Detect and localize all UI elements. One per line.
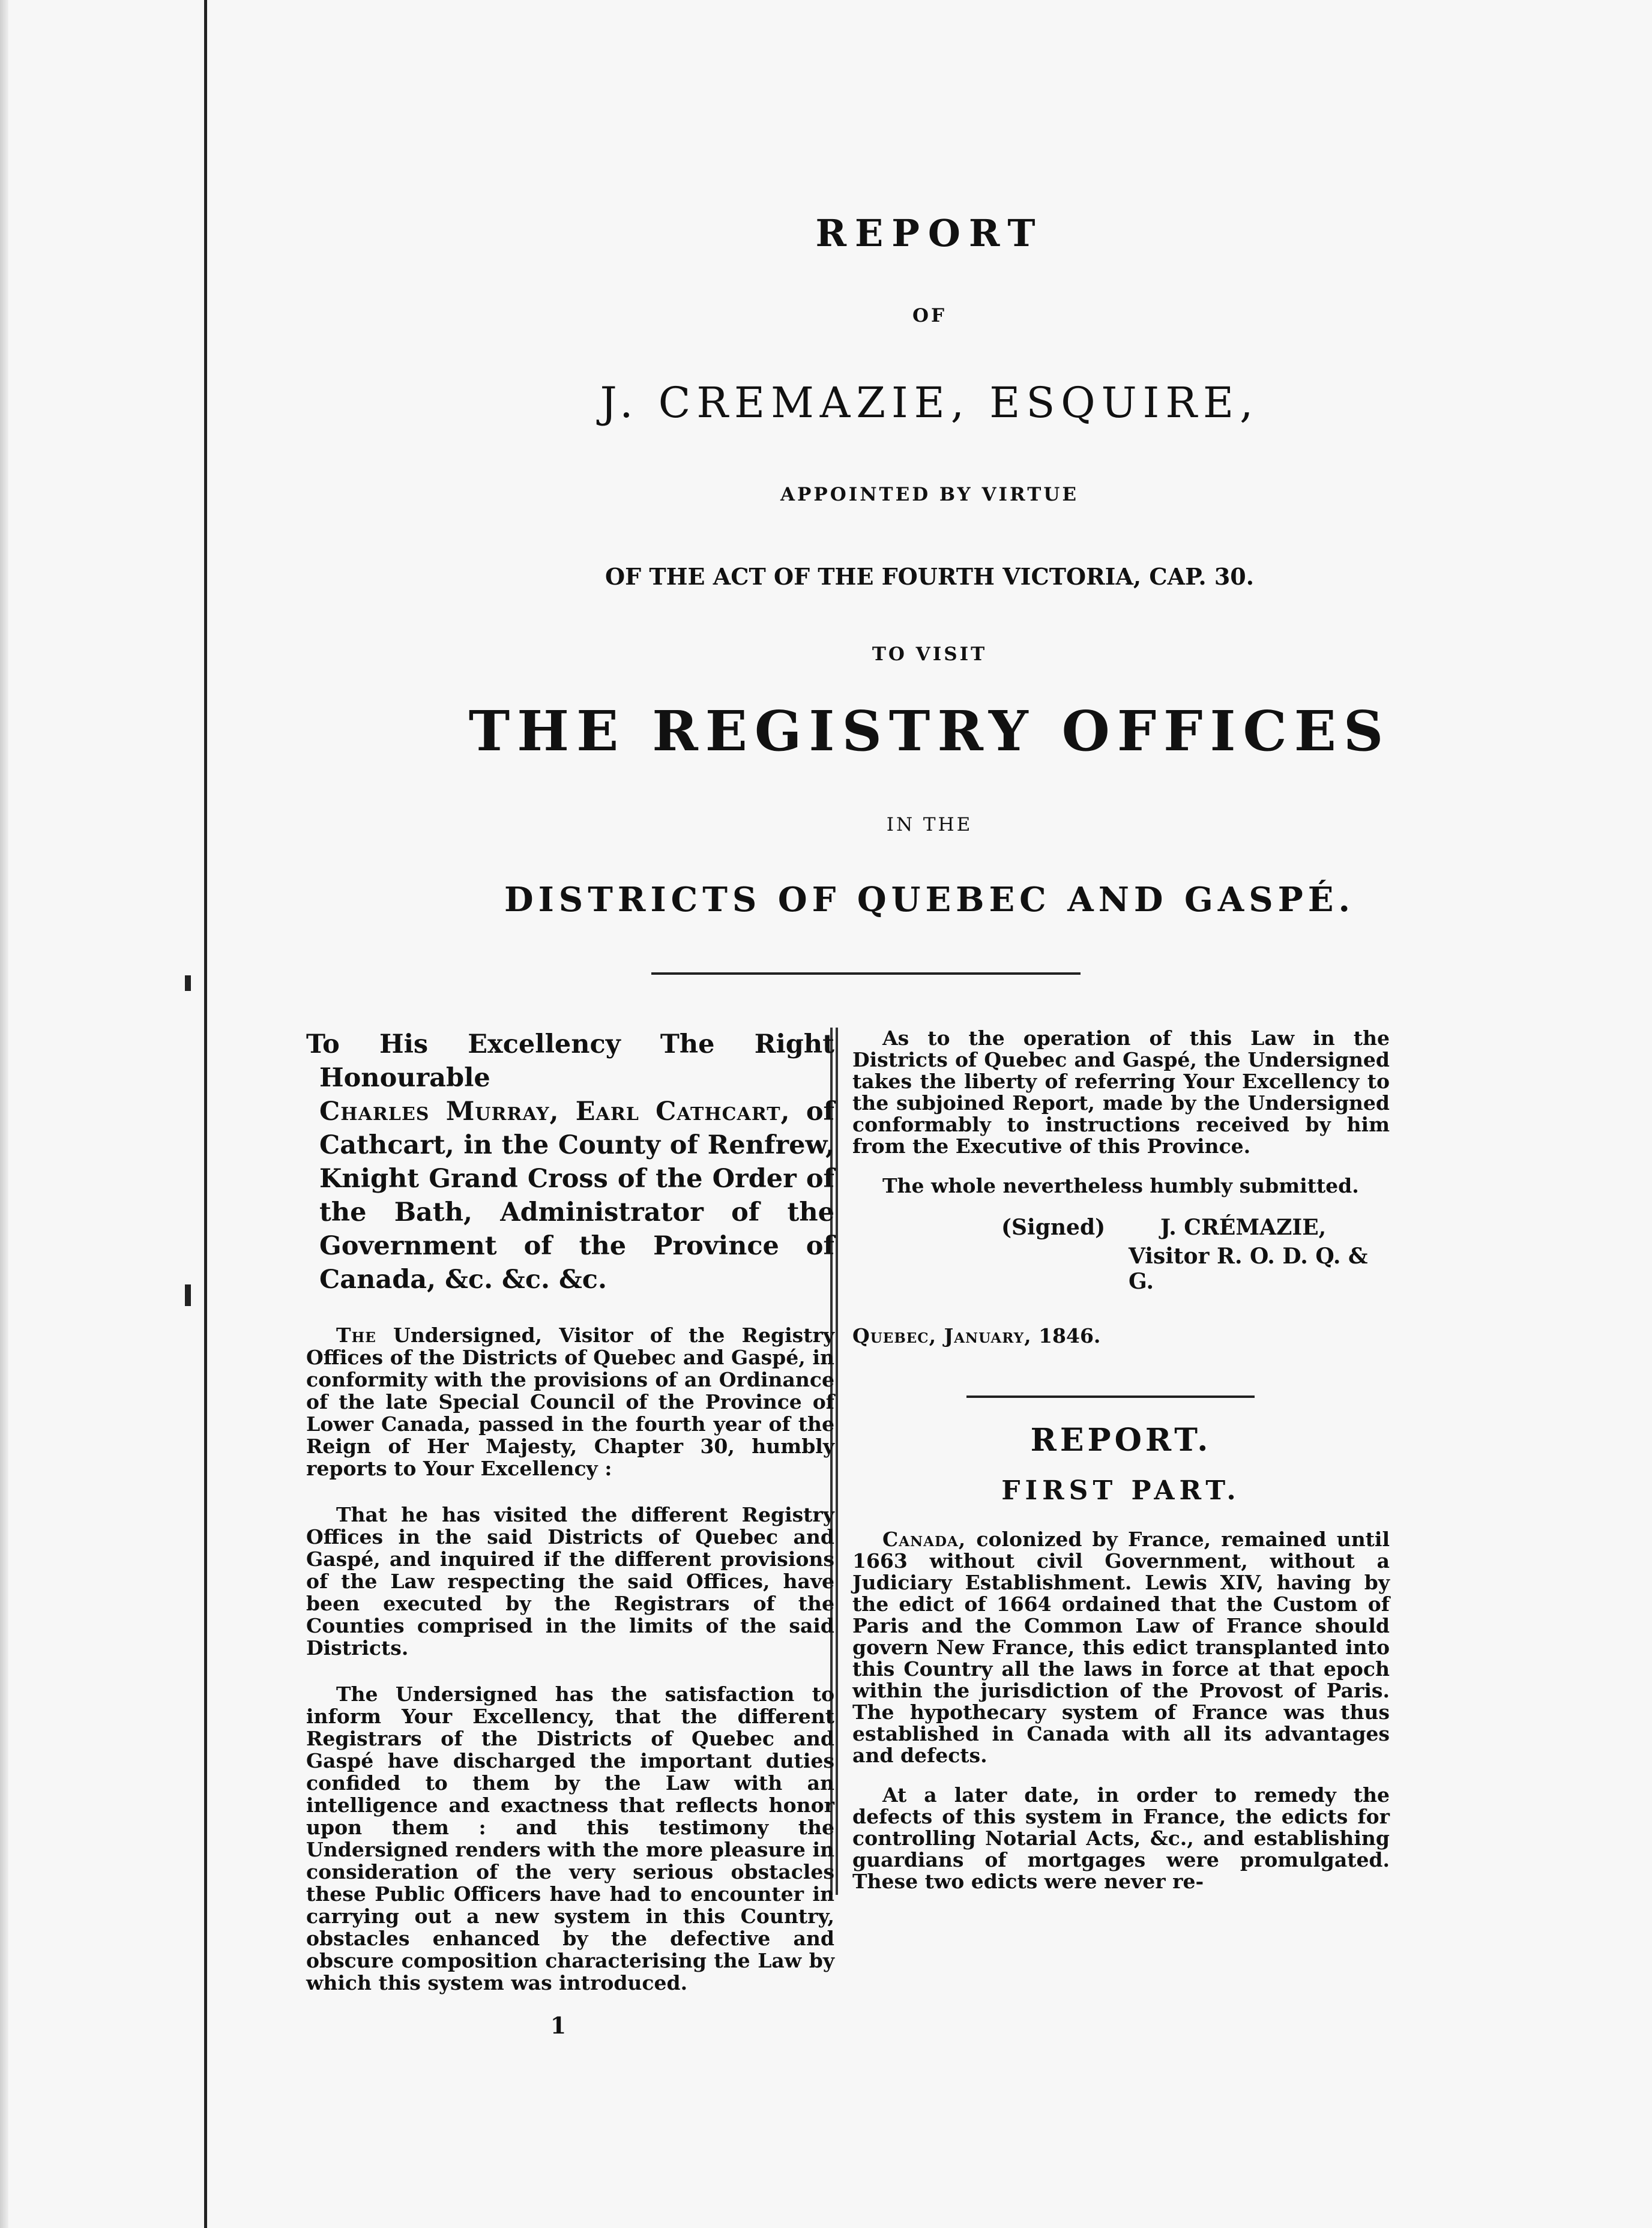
gutter-mark [185,1284,191,1306]
paragraph-later-date: At a later date, in order to remedy the defects of this system in France, the edicts for controlling Notarial Acts, &c., and establishing guardians of mortgages were promulgated. These two edicts were never re- [852,1783,1390,1893]
paragraph-operation: As to the operation of this Law in the Districts of Quebec and Gaspé, the Undersigned takes the liberty of referring Your Excellency to the subjoined Report, made by the Undersigned conformably to instructions received by him from the Executive of this Province. [852,1026,1390,1158]
address-paragraph [306,1028,834,1296]
signer-title: Visitor R. O. D. Q. & G. [1129,1244,1368,1294]
title-to-visit: TO VISIT [872,643,987,665]
date-line [852,1324,1390,1347]
first-part-heading: FIRST PART. [1001,1475,1241,1506]
gutter-mark [185,975,191,991]
title-act: OF THE ACT OF THE FOURTH VICTORIA, CAP. 30. [605,563,1254,590]
title-districts: DISTRICTS OF QUEBEC AND GASPÉ. [504,880,1355,920]
paragraph-undersigned [306,1324,834,1480]
date-year: 1846. [1031,1324,1101,1347]
title-appointed: APPOINTED BY VIRTUE [780,484,1079,505]
signed-label: (Signed) [1001,1215,1106,1240]
section-divider-rule [966,1396,1255,1398]
report-heading: REPORT. [1030,1422,1212,1459]
paragraph-lead-word: Canada, [882,1528,966,1551]
title-author-name: J. CREMAZIE, ESQUIRE, [600,378,1259,427]
title-of: OF [912,305,947,327]
paragraph-text: Undersigned, Visitor of the Registry Offices of the Districts of Quebec and Gaspé, in conformity with the provisions of an Ordinance of the late Special Council of the Province of Lower Canada, passed in the fourth year of the Reign of Her Majesty, Chapter 30, humbly reports to Your Excellency : [306,1323,834,1480]
gutter-rule [204,0,207,2228]
paragraph-satisfaction: The Undersigned has the satisfaction to inform Your Excellency, that the different Registrars of the Districts of Quebec and Gaspé have discharged the important duties confided to them by the Law with an intelligence and exactness that reflects honor upon them : and this testimony the Undersigned renders with the more pleasure in consideration of the very serious obstacles these Public Officers have had to encounter in carrying out a new system in this Country, obstacles enhanced by the defective and obscure composition characterising the Law by which this system was introduced. [306,1682,834,1995]
paragraph-visited: That he has visited the different Registry Offices in the said Districts of Quebec and Gaspé, and inquired if the different provisions of the Law respecting the said Offices, have been executed by the Registrars of the Counties comprised in the limits of the said Districts. [306,1503,834,1660]
paragraph-submitted: The whole nevertheless humbly submitted. [882,1174,1359,1197]
address-lead: To His Excellency The Right Honourable [306,1029,834,1093]
paragraph-canada [852,1529,1390,1766]
column-divider [836,1028,838,1895]
signature-row [852,1215,1390,1240]
title-registry-offices: THE REGISTRY OFFICES [468,699,1391,763]
page-number: 1 [550,2012,567,2039]
signer-name: J. CRÉMAZIE, [1160,1215,1327,1240]
title-in-the: IN THE [886,814,973,836]
page-binding-edge [0,0,8,2228]
date-place: Quebec, January, [852,1324,1032,1347]
title-report: REPORT [815,211,1044,255]
address-name: Charles Murray, Earl Cathcart, [319,1097,791,1127]
left-column [306,1028,834,2039]
title-divider-rule [651,972,1081,975]
paragraph-text: colonized by France, remained until 1663 without civil Government, without a Judiciary Establishment. Lewis XIV, having by the edict of 1664 ordained that the Custom of Paris and the Common Law of France should govern New France, this edict transplanted into this Country all the laws in force at that epoch within the jurisdiction of the Provost of Paris. The hypothecary system of France was thus established in Canada with all its advantages and defects. [852,1528,1390,1767]
address-rest: of Cathcart, in the County of Renfrew, Knight Grand Cross of the Order of the Bath, Administrator of the Government of the Province of Canada, &c. &c. &c. [319,1097,834,1295]
paragraph-lead-word: The [336,1323,376,1347]
right-column [852,1028,1390,1910]
